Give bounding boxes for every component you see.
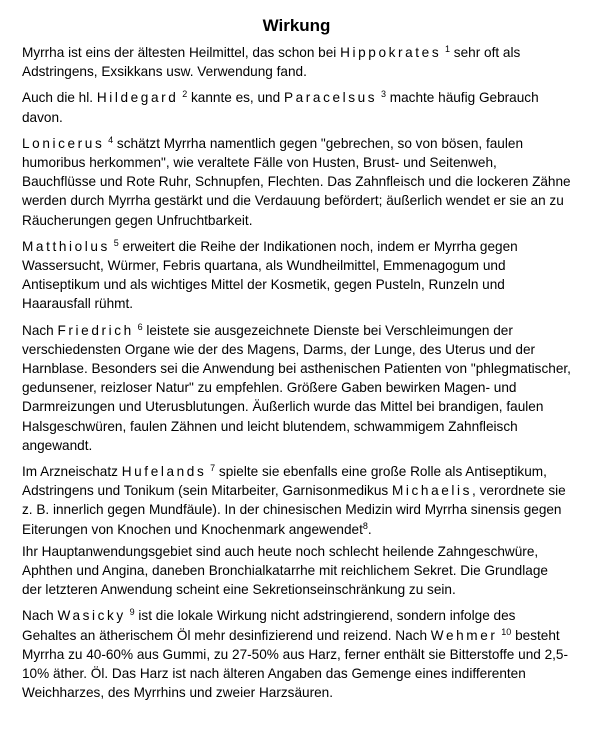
paragraph-hildegard	[22, 88, 571, 126]
author-name: Hippokrates	[340, 45, 442, 60]
paragraph-friedrich	[22, 321, 571, 455]
author-name: Wasicky	[57, 608, 126, 624]
page-title: Wirkung	[262, 16, 331, 35]
footnote-ref: 8	[362, 520, 368, 531]
author-name: Hufelands	[121, 464, 207, 480]
text-run: sehr oft als Adstringens, Exsikkans usw. Verwendung fand.	[22, 45, 521, 80]
paragraph-hippokrates	[22, 43, 571, 81]
text-run: ist die lokale Wirkung nicht adstringierend, sondern infolge des Gehaltes an ätherischem Öl mehr desinfizierend und reizend. Nach	[22, 608, 516, 643]
text-run: leistete sie ausgezeichnete Dienste bei Verschleimungen der verschiedensten Organe wie der des Magens, Darms, der Lunge, des Uterus und der Harnblase. Besonders sei die Anwendung bei asthenischen Patienten von "phlegmatischer, gedunsener, reizloser Natur" zu empfehlen. Größere Gaben bewirken Magen- und Darmreizungen und Uterusblutungen. Äußerlich wurde das Mittel bei brandigen, faulen Halsgeschwüren, faulen Zähnen und leicht blutendem, schwammigem Zahnfleisch angewandt.	[22, 322, 571, 453]
author-name: Paracelsus	[283, 90, 378, 106]
footnote-ref: 5	[113, 237, 119, 248]
paragraph-hufeland	[22, 462, 571, 539]
text-run: spielte sie ebenfalls eine große Rolle als Antiseptikum, Adstringens und Tonikum (sein Mitarbeiter, Garnisonmedikus	[22, 464, 547, 499]
text-run: , verordnete sie z. B. innerlich gegen Mundfäule). In der chinesischen Medizin wird Myrrha sinensis gegen Eiterungen von Knochen und Knochenmark angewendet	[22, 483, 566, 537]
footnote-ref: 2	[182, 89, 188, 100]
footnote-ref: 1	[445, 44, 451, 54]
paragraph-lonicerus	[22, 134, 571, 230]
author-name: Wehmer	[430, 627, 498, 643]
text-run: Nach	[22, 608, 58, 624]
author-name: Lonicerus	[22, 135, 105, 151]
footnote-ref: 4	[108, 134, 114, 145]
text-run: erweitert die Reihe der Indikationen noch, indem er Myrrha gegen Wassersucht, Würmer, Febris quartana, als Wundheilmittel, Emmenagogum und Antiseptikum und als wichtiges Mittel der Kosmetik, gegen Pusteln, Runzeln und Haarausfall rühmt.	[22, 238, 518, 312]
paragraph-hauptanwendung	[22, 542, 571, 600]
paragraph-matthiolus	[22, 237, 571, 314]
text-run: Auch die hl.	[22, 90, 97, 106]
text-run: Ihr Hauptanwendungsgebiet sind auch heute noch schlecht heilende Zahngeschwüre, Aphthen und Angina, daneben Bronchialkatarrhe mit reichlichem Sekret. Die Grundlage der letzteren Anwendung scheint eine Sekretionseinschränkung zu sein.	[22, 543, 548, 598]
text-run: Myrrha ist eins der ältesten Heilmittel, das schon bei	[22, 45, 341, 60]
author-name: Hildegard	[96, 90, 179, 106]
author-name: Matthiolus	[22, 238, 110, 254]
text-run: Nach	[22, 322, 58, 338]
footnote-ref: 9	[129, 607, 135, 618]
author-name: Friedrich	[57, 322, 134, 338]
text-run: besteht Myrrha zu 40-60% aus Gummi, zu 27-50% aus Harz, ferner enthält sie Bitterstoffe und 2,5-10% äther. Öl. Das Harz ist nach älteren Angaben das Gemenge eines indifferenten Weichharzes, des Myrrhins und zweier Harzsäuren.	[22, 627, 569, 701]
paragraph-wasicky	[22, 606, 571, 702]
text-run: .	[367, 521, 372, 537]
text-run: machte häufig Gebrauch davon.	[22, 90, 539, 125]
footnote-ref: 3	[380, 89, 386, 100]
author-name: Michaelis	[391, 483, 473, 499]
text-run: kannte es, und	[187, 90, 284, 106]
footnote-ref: 10	[501, 626, 512, 637]
text-run: schätzt Myrrha namentlich gegen "gebrechen, so von bösen, faulen humoribus herkommen", wie veraltete Fälle von Husten, Brust- und Seitenweh, Bauchflüsse und Rote Ruhr, Schnupfen, Flechten. Das Zahnfleisch und die lockeren Zähne werden durch Myrrha gestärkt und die Verdauung befördert; äußerlich wendet er sie an zu Räucherungen gegen Unfruchtbarkeit.	[22, 135, 571, 228]
footnote-ref: 6	[137, 321, 143, 332]
footnote-ref: 7	[210, 463, 216, 474]
text-run: Im Arzneischatz	[22, 464, 122, 480]
